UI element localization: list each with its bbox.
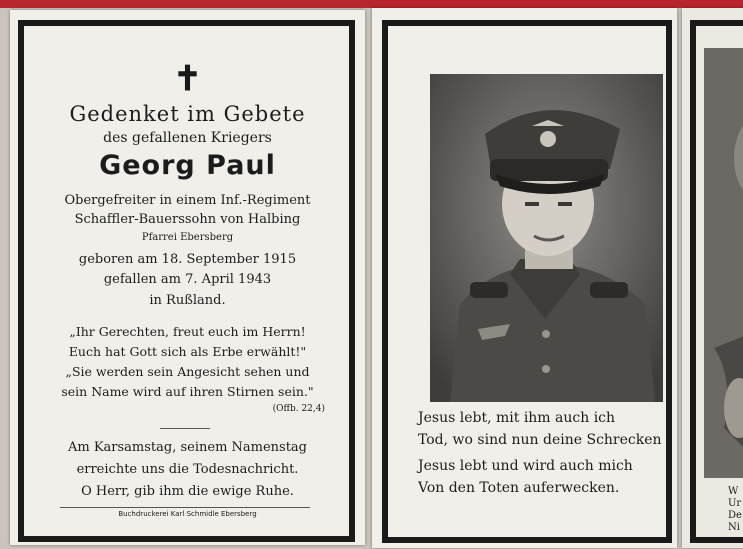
poem-line: Jesus lebt und wird auch mich <box>418 458 633 474</box>
birth-date: geboren am 18. September 1915 <box>78 252 297 267</box>
partial-text-line: Ni <box>728 522 740 533</box>
memorial-card-partial <box>682 8 743 548</box>
poem-line: Von den Toten auferwecken. <box>418 480 620 496</box>
quote-reference: (Offb. 22,4) <box>272 404 325 414</box>
death-date: gefallen am 7. April 1943 <box>103 272 272 287</box>
quote-line: sein Name wird auf ihren Stirnen sein." <box>61 384 314 399</box>
partial-portrait-image <box>704 48 743 478</box>
death-place: in Rußland. <box>149 293 226 308</box>
partial-portrait-photo <box>704 48 743 478</box>
quote-line: Euch hat Gott sich als Erbe erwählt!" <box>68 344 307 359</box>
quote-line: „Ihr Gerechten, freut euch im Herrn! <box>69 324 306 339</box>
partial-text-line: De <box>728 510 742 521</box>
partial-text-line: W <box>728 486 739 497</box>
poem-line: Jesus lebt, mit ihm auch ich <box>418 410 616 426</box>
partial-text-line: Ur <box>728 498 742 509</box>
memorial-card-text <box>10 10 365 545</box>
parish-text: Pfarrei Ebersberg <box>141 232 234 243</box>
closing-line: Am Karsamstag, seinem Namenstag <box>67 440 308 455</box>
deceased-name: Georg Paul <box>99 150 276 181</box>
card-subheading: des gefallenen Kriegers <box>103 130 272 146</box>
rank-text: Obergefreiter in einem Inf.-Regiment <box>64 193 311 208</box>
memorial-card-photo <box>372 8 677 548</box>
printer-credit: Buchdruckerei Karl Schmidle Ebersberg <box>118 510 257 518</box>
cross-icon: ✝ <box>173 59 202 99</box>
soldier-portrait-photo <box>430 74 663 402</box>
card-heading: Gedenket im Gebete <box>69 102 306 126</box>
soldier-portrait-image <box>430 74 663 402</box>
closing-line: O Herr, gib ihm die ewige Ruhe. <box>81 484 294 499</box>
closing-line: erreichte uns die Todesnachricht. <box>76 462 299 477</box>
poem-line: Tod, wo sind nun deine Schrecken <box>418 432 662 448</box>
partial-text-block <box>728 486 742 534</box>
divider <box>60 507 310 508</box>
divider <box>160 428 210 429</box>
background-red-strip <box>0 0 743 8</box>
quote-line: „Sie werden sein Angesicht sehen und <box>65 364 310 379</box>
origin-text: Schaffler-Bauerssohn von Halbing <box>74 212 301 227</box>
